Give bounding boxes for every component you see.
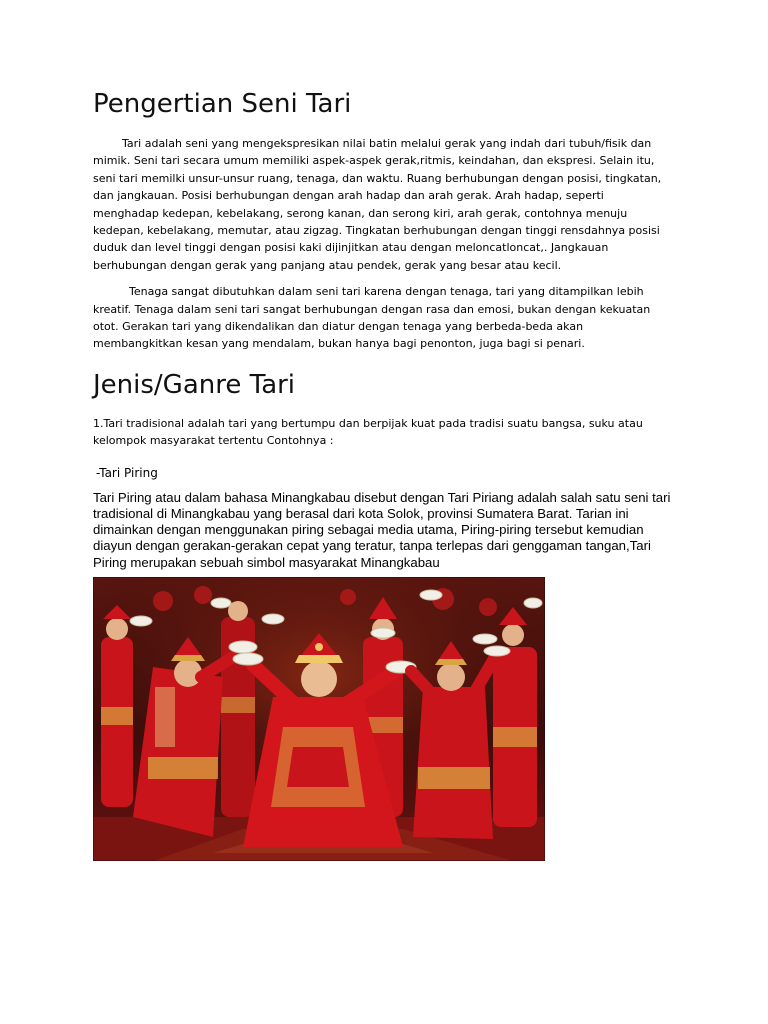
paragraph-tenaga: Tenaga sangat dibutuhkan dalam seni tari karena dengan tenaga, tari yang ditampilkan lebih kreatif. Tenaga dalam seni tari sangat berhubungan dengan rasa dan emosi, bukan dengan kekuatan otot. Gerakan tari yang dikendalikan dan diatur dengan tenaga yang berbeda-beda akan membangkitkan kesan yang mendalam, bukan hanya bagi penonton, juga bagi si penari. [93,285,651,351]
heading-pengertian: Pengertian Seni Tari [93,89,352,119]
subheading-tari-piring: -Tari Piring [96,465,158,480]
dancer-back-2 [221,601,255,817]
paragraph-tradisional: 1.Tari tradisional adalah tari yang bertumpu dan berpijak kuat pada tradisi suatu bangsa, suku atau kelompok masyarakat tertentu Contohnya : [93,416,643,448]
paragraph-tari-piring: Tari Piring atau dalam bahasa Minangkabau disebut dengan Tari Piriang adalah salah satu seni tari tradisional di Minangkabau yang berasal dari kota Solok, provinsi Sumatera Barat. Tarian ini dimainkan dengan menggunakan piring sebagai media utama, Piring-piring tersebut kemudian diayun dengan gerakan-gerakan cepat yang teratur, tanpa terlepas dari genggaman tangan,Tari Piring merupakan sebuah simbol masyarakat Minangkabau [93,489,671,570]
tari-piring-photo [93,577,545,861]
heading-jenis: Jenis/Ganre Tari [93,369,296,400]
paragraph-definition: Tari adalah seni yang mengekspresikan nilai batin melalui gerak yang indah dari tubuh/fisik dan mimik. Seni tari secara umum memiliki aspek-aspek gerak,ritmis, keindahan, dan ekspresi. Selain itu, seni tari memilki unsur-unsur ruang, tenaga, dan waktu. Ruang berhubungan dengan posisi, tingkatan, dan jangkauan. Posisi berhubungan dengan arah hadap dan arah gerak. Arah hadap, seperti menghadap kedepan, kebelakang, serong kanan, dan serong kiri, arah gerak, contohnya menuju kedepan, kebelakang, memutar, atau zigzag. Tingkatan berhubungan dengan tinggi rensdahnya posisi duduk dan level tinggi dengan posisi kaki dijinjitkan atau dengan meloncatloncat,. Jangkauan berhubungan dengan gerak yang panjang atau pendek, gerak yang besar atau kecil. [93,137,662,272]
document-body [93,86,673,571]
